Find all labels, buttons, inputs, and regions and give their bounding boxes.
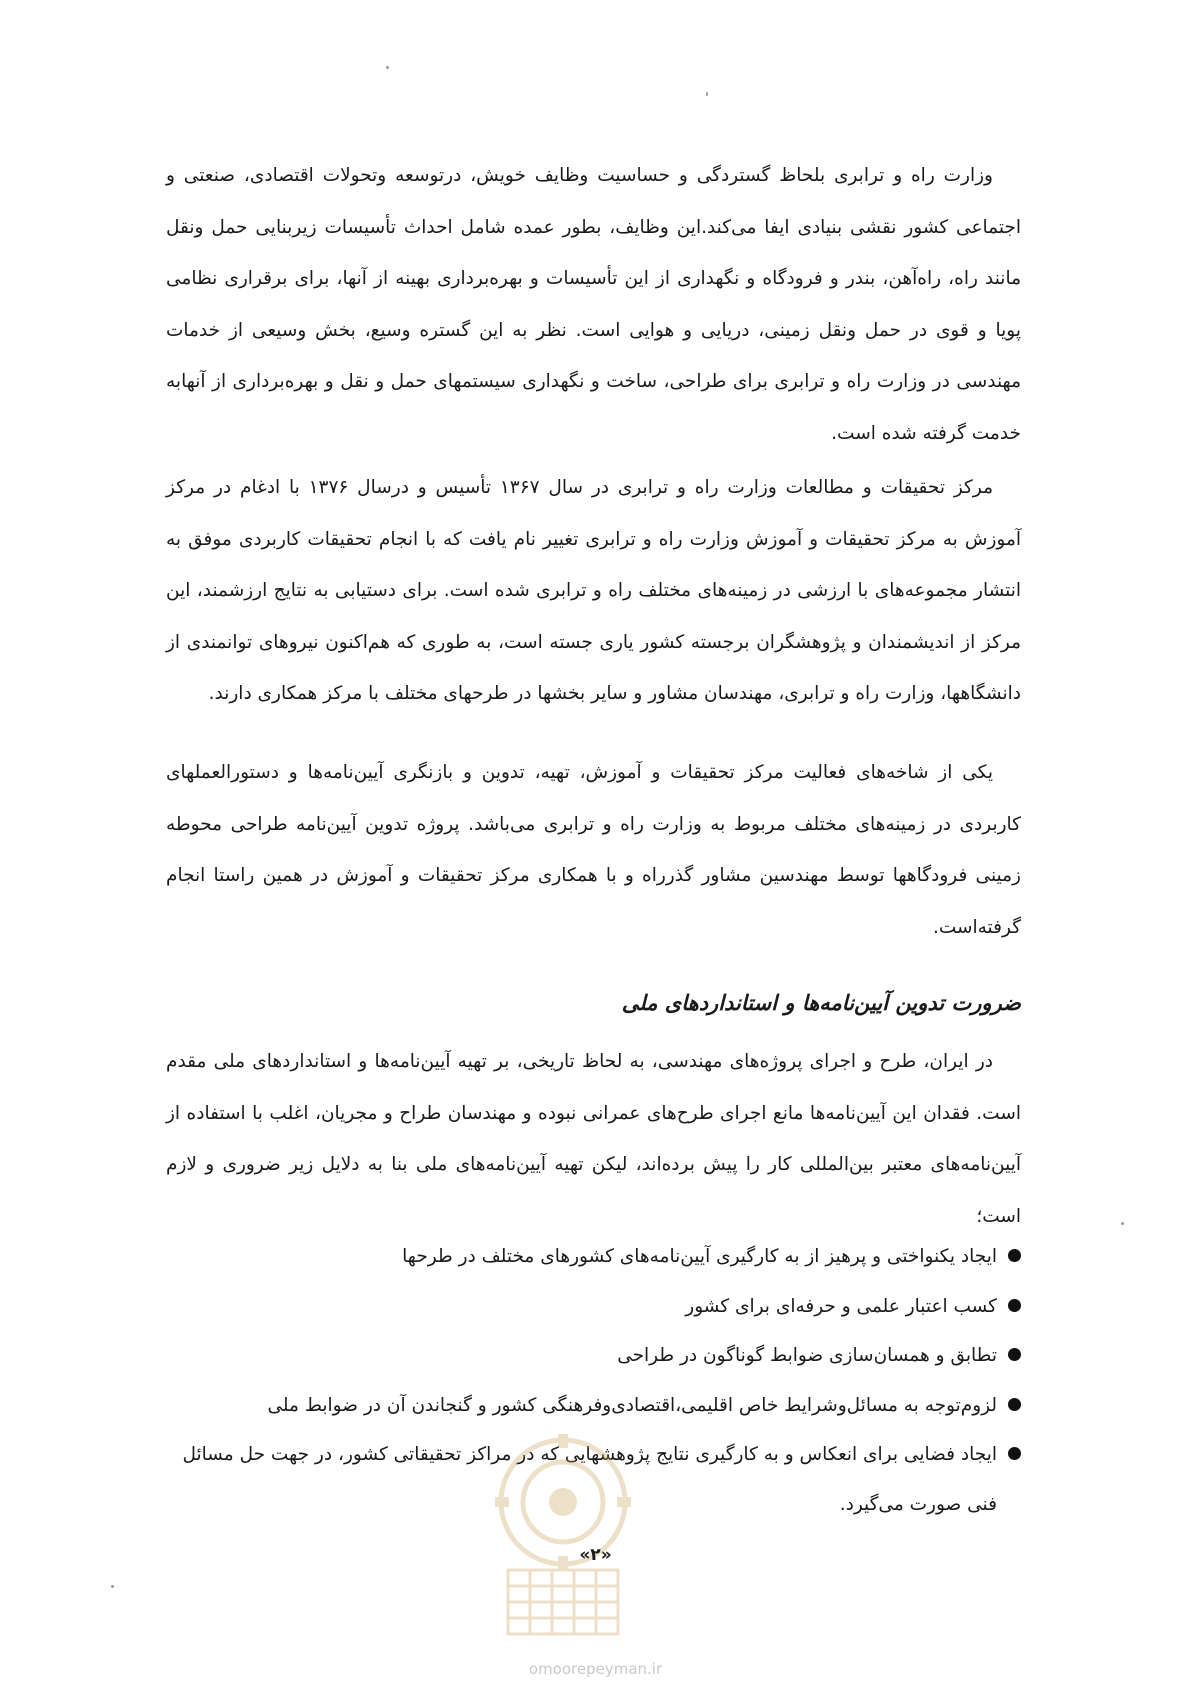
list-item-text: کسب اعتبار علمی و حرفه‌ای برای کشور — [685, 1295, 997, 1317]
necessity-paragraph: در ایران، طرح و اجرای پروژه‌های مهندسی، به لحاظ تاریخی، بر تهیه آیین‌نامه‌ها و استانداردهای ملی مقدم است. فقدان این آیین‌نامه‌ها مانع اجرای طرح‌های عمرانی نبوده و مهندسان طراح و مجریان، اغلب با استفاده از آیین‌نامه‌های معتبر بین‌المللی کار را پیش برده‌اند، لیکن تهیه آیین‌نامه‌های ملی بنا به دلایل زیر ضروری و لازم است؛ — [166, 1051, 1021, 1227]
list-item-text: تطابق و همسان‌سازی ضوابط گوناگون در طراحی — [617, 1345, 997, 1366]
bullet-icon — [1008, 1348, 1021, 1361]
scan-speck — [706, 92, 708, 96]
list-item-text: ایجاد فضایی برای انعکاس و به کارگیری نتایج پژوهشهایی که در مراکز تحقیقاتی کشور، در جهت حل مسائل فنی صورت می‌گیرد. — [182, 1444, 997, 1515]
page-number: «۲» — [579, 1545, 612, 1565]
list-item — [166, 1331, 1021, 1381]
scan-speck — [1121, 1222, 1124, 1225]
footer-website: omoorepeyman.ir — [528, 1660, 663, 1678]
list-item — [166, 1381, 1021, 1431]
research-center-section — [166, 462, 1021, 720]
activities-section — [166, 747, 1021, 953]
list-item-text: ایجاد یکنواختی و پرهیز از به کارگیری آیین‌نامه‌های کشورهای مختلف در طرحها — [402, 1246, 997, 1267]
scan-speck — [386, 66, 389, 69]
necessity-heading: ضرورت تدوین آیین‌نامه‌ها و استانداردهای ملی — [621, 990, 1021, 1015]
bullet-icon — [1008, 1299, 1021, 1312]
bullet-icon — [1008, 1447, 1021, 1460]
activities-paragraph: یکی از شاخه‌های فعالیت مرکز تحقیقات و آموزش، تهیه، تدوین و بازنگری آیین‌نامه‌ها و دستورالعملهای کاربردی در زمینه‌های مختلف مربوط به وزارت راه و ترابری می‌باشد. پروژه تدوین آیین‌نامه طراحی محوطه زمینی فرودگاهها توسط مهندسین مشاور گذرراه و با همکاری مرکز تحقیقات و آموزش در همین راستا انجام گرفته‌است. — [166, 762, 1021, 938]
scan-speck — [111, 1585, 114, 1588]
research-center-paragraph: مرکز تحقیقات و مطالعات وزارت راه و ترابری در سال ۱۳۶۷ تأسیس و درسال ۱۳۷۶ با ادغام در مرکز آموزش به مرکز تحقیقات و آموزش وزارت راه و ترابری تغییر نام یافت که با انجام تحقیقات کاربردی موفق به انتشار مجموعه‌های با ارزشی در زمینه‌های مختلف راه و ترابری شده است. برای دستیابی به نتایج ارزشمند، این مرکز از اندیشمندان و پژوهشگران برجسته کشور یاری جسته است، به طوری که هم‌اکنون نیروهای توانمندی از دانشگاهها، وزارت راه و ترابری، مهندسان مشاور و سایر بخشها در طرحهای مختلف با مرکز همکاری دارند. — [166, 477, 1021, 704]
necessity-section — [166, 1036, 1021, 1242]
bullet-icon — [1008, 1249, 1021, 1262]
watermark-logo-icon — [478, 1430, 648, 1640]
intro-section — [166, 150, 1021, 459]
list-item — [166, 1282, 1021, 1332]
list-item-text: لزوم‌توجه به مسائل‌وشرایط خاص اقلیمی،اقتصادی‌وفرهنگی کشور و گنجاندن آن در ضوابط ملی — [267, 1394, 997, 1416]
list-item — [166, 1232, 1021, 1282]
bullet-icon — [1008, 1398, 1021, 1411]
intro-paragraph: وزارت راه و ترابری بلحاظ گستردگی و حساسیت وظایف خویش، درتوسعه وتحولات اقتصادی، صنعتی و اجتماعی کشور نقشی بنیادی ایفا می‌کند.این وظایف، بطور عمده شامل احداث تأسیسات زیربنایی حمل ونقل مانند راه، راه‌آهن، بندر و فرودگاه و نگهداری از این تأسیسات و بهره‌برداری بهینه از آنها، برای برقراری نظامی پویا و قوی در حمل ونقل زمینی، دریایی و هوایی است. نظر به این گستره وسیع، بخش وسیعی از خدمات مهندسی در وزارت راه و ترابری برای طراحی، ساخت و نگهداری سیستمهای حمل و نقل و بهره‌برداری از آنهابه خدمت گرفته شده است. — [166, 165, 1021, 444]
